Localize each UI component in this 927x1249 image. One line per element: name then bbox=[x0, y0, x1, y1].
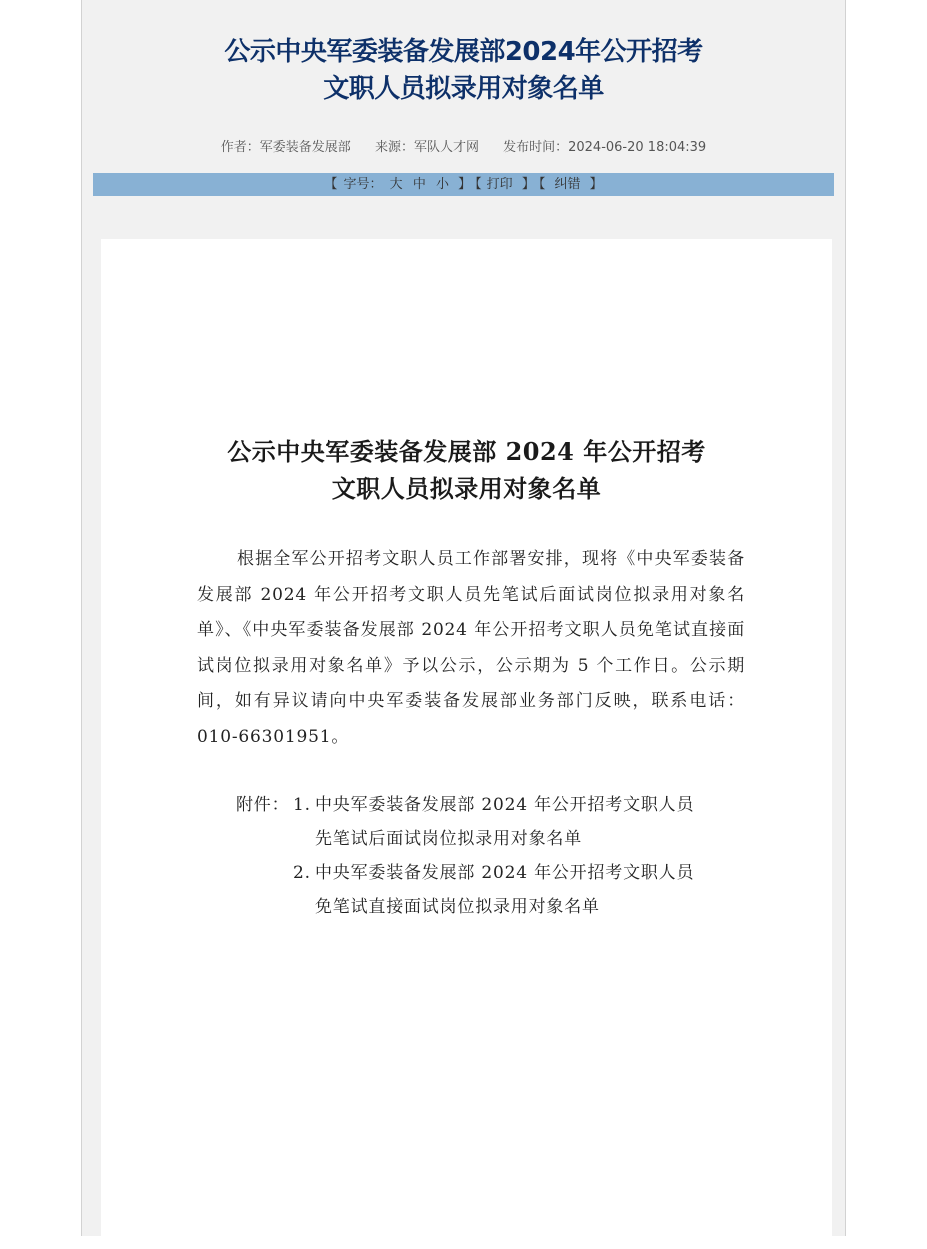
document-title bbox=[101, 433, 832, 507]
toolbar-bracket-close: 】 bbox=[458, 177, 472, 192]
attachment-list bbox=[293, 788, 723, 924]
font-size-label: 字号： bbox=[343, 177, 383, 192]
meta-source: 来源：军队人才网 bbox=[374, 140, 479, 155]
meta-published: 发布时间：2024-06-20 18:04:39 bbox=[503, 140, 707, 155]
toolbar-bracket-open: 【 bbox=[475, 177, 482, 192]
attachment-line: 中央军委装备发展部 2024 年公开招考文职人员 bbox=[315, 795, 695, 815]
toolbar-bracket-open: 【 bbox=[538, 177, 546, 192]
font-size-small-button[interactable]: 小 bbox=[435, 177, 449, 192]
article-page bbox=[81, 0, 846, 1236]
print-button[interactable]: 打印 bbox=[486, 177, 513, 192]
attachment-line: 中央军委装备发展部 2024 年公开招考文职人员 bbox=[315, 863, 695, 883]
toolbar-bracket-close: 】 bbox=[589, 177, 603, 192]
font-size-large-button[interactable]: 大 bbox=[389, 177, 403, 192]
toolbar-bracket-close: 】 bbox=[521, 177, 535, 192]
attachment-number: 2. bbox=[293, 863, 311, 883]
article-title bbox=[82, 34, 845, 108]
article-title-line2: 文职人员拟录用对象名单 bbox=[323, 74, 604, 104]
font-size-medium-button[interactable]: 中 bbox=[412, 177, 426, 192]
article-title-line1: 公示中央军委装备发展部2024年公开招考 bbox=[224, 37, 703, 67]
meta-author: 作者：军委装备发展部 bbox=[220, 140, 351, 155]
attachment-line: 免笔试直接面试岗位拟录用对象名单 bbox=[315, 897, 600, 917]
attachment-item bbox=[293, 788, 723, 856]
attachments-label: 附件： bbox=[236, 795, 290, 815]
attachment-item bbox=[293, 856, 723, 924]
attachment-number: 1. bbox=[293, 795, 311, 815]
article-meta bbox=[82, 138, 845, 158]
correction-button[interactable]: 纠错 bbox=[554, 177, 581, 192]
document-title-line2: 文职人员拟录用对象名单 bbox=[331, 474, 602, 503]
document-image bbox=[101, 239, 832, 1249]
attachment-line: 先笔试后面试岗位拟录用对象名单 bbox=[315, 829, 582, 849]
document-title-line1: 公示中央军委装备发展部 2024 年公开招考 bbox=[227, 437, 706, 466]
article-toolbar bbox=[93, 173, 834, 196]
document-body: 根据全军公开招考文职人员工作部署安排，现将《中央军委装备发展部 2024 年公开招考文职人员先笔试后面试岗位拟录用对象名单》、《中央军委装备发展部 2024 年公开招考文职人员免笔试直接面试岗位拟录用对象名单》予以公示，公示期为 5 个工作日。公示期间，如有异议请向中央军委装备发展部业务部门反映，联系电话：010-66301951。 bbox=[197, 549, 745, 747]
toolbar-bracket-open: 【 bbox=[324, 177, 338, 192]
